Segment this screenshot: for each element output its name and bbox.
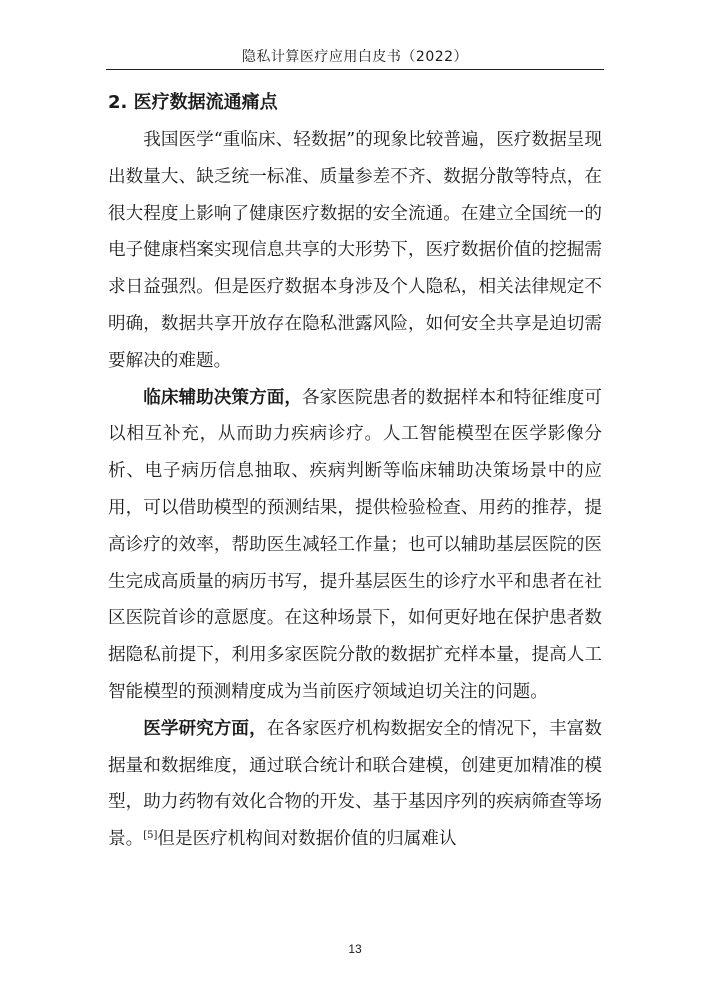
section-title: 2. 医疗数据流通痛点: [108, 92, 278, 113]
paragraph-text-clinical: 各家医院患者的数据样本和特征维度可以相互补充，从而助力疾病诊疗。人工智能模型在医学影像分析、电子病历信息抽取、疾病判断等临床辅助决策场景中的应用，可以借助模型的预测结果，提供检验检查、用药的推荐，提高诊疗的效率，帮助医生减轻工作量；也可以辅助基层医院的医生完成高质量的病历书写，提升基层医生的诊疗水平和患者在社区医院首诊的意愿度。在这种场景下，如何更好地在保护患者数据隐私前提下，利用多家医院分散的数据扩充样本量，提高人工智能模型的预测精度成为当前医疗领域迫切关注的问题。: [108, 387, 602, 702]
paragraph-intro: 我国医学“重临床、轻数据”的现象比较普遍，医疗数据呈现出数量大、缺乏统一标准、质量参差不齐、数据分散等特点，在很大程度上影响了健康医疗数据的安全流通。在建立全国统一的电子健康档案实现信息共享的大形势下，医疗数据价值的挖掘需求日益强烈。但是医疗数据本身涉及个人隐私，相关法律规定不明确，数据共享开放存在隐私泄露风险，如何安全共享是迫切需要解决的难题。: [108, 130, 602, 371]
paragraph-text-research-cont: 但是医疗机构间对数据价值的归属难认: [157, 829, 457, 850]
citation-reference: [5]: [143, 830, 158, 842]
paragraph-lead-clinical: 临床辅助决策方面，: [143, 386, 303, 408]
header-rule: [106, 69, 604, 70]
running-header: 隐私计算医疗应用白皮书（2022）: [241, 49, 469, 65]
paragraph-lead-research: 医学研究方面，: [143, 717, 267, 739]
paragraph-text-research: 在各家医疗机构数据安全的情况下，丰富数据量和数据维度，通过联合统计和联合建模，创建更加精准的模型，助力药物有效化合物的开发、基于基因序列的疾病筛查等场景。: [108, 718, 602, 850]
page-body: [108, 84, 602, 858]
paragraph-clinical-decision: [108, 380, 602, 711]
page-number: 13: [348, 942, 362, 956]
paragraph-medical-research: [108, 711, 602, 858]
